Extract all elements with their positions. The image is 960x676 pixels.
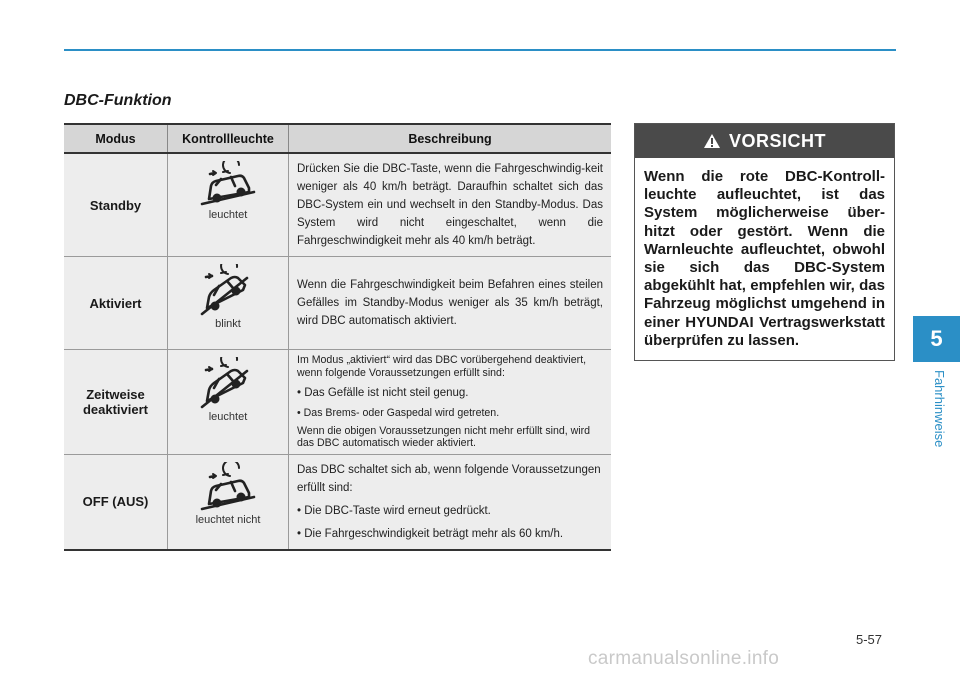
lamp-cell: [168, 153, 289, 257]
header-modus: Modus: [64, 124, 168, 153]
caution-title: VORSICHT: [728, 130, 826, 151]
description-bullet: • Die Fahrgeschwindigkeit beträgt mehr als 60 km/h.: [297, 527, 564, 540]
description-text: Das DBC schaltet sich ab, wenn folgende Voraussetzungen erfüllt sind:: [297, 463, 601, 494]
lamp-caption: blinkt: [215, 318, 241, 330]
dbc-lamp-icon: [197, 462, 259, 512]
mode-cell: [64, 350, 168, 455]
description-text: Wenn die obigen Voraussetzungen nicht mehr erfüllt sind, wird das DBC automatisch wieder aktiviert.: [297, 424, 591, 449]
lamp-caption: leuchtet nicht: [195, 513, 261, 526]
lamp-cell: [168, 454, 289, 550]
table-row: [64, 153, 611, 257]
chapter-label: Fahrhinweise: [932, 370, 947, 448]
dbc-lamp-icon: [197, 161, 259, 207]
caution-box: [634, 123, 895, 361]
watermark: carmanualsonline.info: [588, 648, 780, 669]
description-cell: [289, 350, 612, 455]
table-header-row: [64, 124, 611, 153]
caution-text: Wenn die rote DBC-Kontroll-leuchte aufleuchtet, ist das System möglicherweise über-hitzt oder gestört. Wenn die Warnleuchte aufleuchtet, obwohl sie sich das DBC-System abgekühlt hat, empfehlen wir, das Fahrzeug möglichst umgehend in einer HYUNDAI Vertragswerkstatt überprüfen zu lassen.: [644, 168, 885, 349]
description-text: Wenn die Fahrgeschwindigkeit beim Befahren eines steilen Gefälles im Standby-Modus weniger als 35 km/h beträgt, wird DBC automatisch aktiviert.: [297, 279, 603, 327]
table-row: [64, 454, 611, 550]
chapter-tab: 5: [913, 316, 960, 362]
warning-triangle-icon: [703, 133, 721, 149]
description-cell: [289, 257, 612, 350]
dbc-mode-table: [64, 123, 611, 551]
dbc-lamp-icon: [197, 357, 259, 409]
mode-cell: Standby: [64, 153, 168, 257]
header-kontrollleuchte: Kontrollleuchte: [168, 124, 289, 153]
mode-cell: Aktiviert: [64, 257, 168, 350]
description-cell: [289, 153, 612, 257]
mode-line: deaktiviert: [82, 401, 149, 417]
lamp-cell: [168, 350, 289, 455]
description-bullet: • Das Gefälle ist nicht steil genug.: [297, 387, 469, 399]
header-beschreibung: Beschreibung: [289, 124, 612, 153]
description-text: Drücken Sie die DBC-Taste, wenn die Fahrgeschwindig-keit weniger als 40 km/h beträgt. Daraufhin schaltet sich das DBC-System ein und wechselt in den Standby-Modus. Das System wird nicht eingeschaltet, wenn die Fahrgeschwindigkeit mehr als 40 km/h beträgt.: [297, 163, 603, 247]
mode-cell: OFF (AUS): [64, 454, 168, 550]
table-row: [64, 257, 611, 350]
description-bullet: • Die DBC-Taste wird erneut gedrückt.: [297, 504, 491, 517]
caution-header: [635, 124, 894, 158]
description-cell: [289, 454, 612, 550]
lamp-cell: [168, 257, 289, 350]
dbc-lamp-icon: [197, 264, 259, 316]
description-text: Im Modus „aktiviert“ wird das DBC vorübergehend deaktiviert, wenn folgende Voraussetzungen erfüllt sind:: [297, 354, 587, 379]
page-number: 5-57: [856, 632, 883, 647]
top-rule: [64, 49, 896, 51]
lamp-caption: leuchtet: [208, 411, 248, 423]
lamp-caption: leuchtet: [208, 209, 248, 221]
description-bullet: • Das Brems- oder Gaspedal wird getreten.: [297, 407, 500, 419]
table-row: [64, 350, 611, 455]
mode-line: Zeitweise: [86, 386, 145, 402]
section-title: DBC-Funktion: [64, 92, 172, 109]
